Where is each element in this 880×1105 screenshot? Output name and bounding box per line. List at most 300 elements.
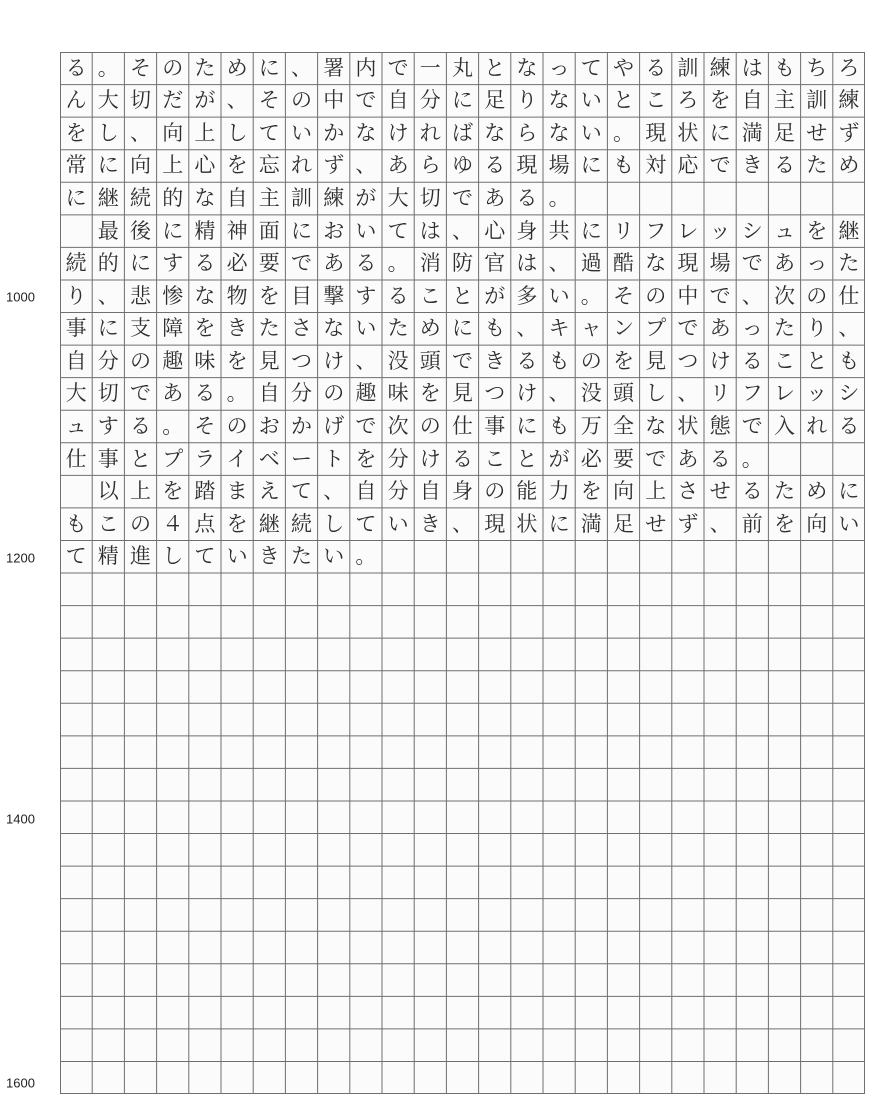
grid-cell-char: 、 [516, 316, 538, 341]
grid-cell-char: れ [419, 120, 441, 145]
grid-cell-char: あ [677, 446, 699, 471]
grid-cell-char: 防 [451, 251, 473, 276]
grid-cell-char: 要 [258, 251, 280, 276]
grid-cell-char: を [580, 479, 602, 504]
grid-cell-char: 精 [97, 544, 119, 569]
grid-cell-char: 自 [387, 88, 409, 113]
essay-row [60, 215, 865, 248]
grid-cell-char: き [484, 348, 506, 373]
grid-cell-char: 悲 [129, 283, 151, 308]
grid-cell-char: て [194, 544, 216, 569]
grid-cell-char: 味 [194, 348, 216, 373]
grid-cell-char: を [355, 446, 377, 471]
grid-cell-char: つ [677, 348, 699, 373]
grid-cell-char: に [838, 479, 860, 504]
grid-cell-char: シ [838, 381, 860, 406]
grid-cell-char: 訓 [290, 186, 312, 211]
grid-cell-char: を [162, 479, 184, 504]
grid-cell-char: 中 [677, 283, 699, 308]
grid-cell-char: け [419, 446, 441, 471]
grid-cell-char: れ [806, 413, 828, 438]
grid-cell-char: 。 [741, 446, 763, 471]
essay-row [60, 117, 865, 150]
grid-cell-char: 向 [806, 511, 828, 536]
grid-cell-char: て [65, 544, 87, 569]
grid-cell-char: い [580, 88, 602, 113]
grid-cell-char: 向 [162, 120, 184, 145]
grid-cell-char: た [806, 153, 828, 178]
essay-row [60, 150, 865, 183]
grid-cell-char: 足 [484, 88, 506, 113]
grid-cell-char: 身 [516, 218, 538, 243]
grid-cell-char: 事 [65, 316, 87, 341]
grid-cell-char: そ [258, 88, 280, 113]
grid-cell-char: の [290, 88, 312, 113]
grid-cell-char: お [258, 413, 280, 438]
grid-cell-char: こ [97, 511, 119, 536]
grid-cell-char: さ [290, 316, 312, 341]
grid-cell-char: を [612, 348, 634, 373]
grid-cell-char: 、 [838, 316, 860, 341]
grid-cell-char: る [645, 55, 667, 80]
grid-cell-char: 上 [194, 120, 216, 145]
grid-cell-char: 精 [194, 218, 216, 243]
grid-cell-char: 万 [580, 413, 602, 438]
grid-cell-char: 全 [612, 413, 634, 438]
grid-cell-char: 継 [838, 218, 860, 243]
grid-cell-char: 現 [516, 153, 538, 178]
grid-cell-char: に [162, 218, 184, 243]
grid-cell-char: る [741, 348, 763, 373]
grid-cell-char: ら [419, 153, 441, 178]
grid-cell-char: そ [194, 413, 216, 438]
grid-cell-char: れ [290, 153, 312, 178]
grid-cell-char: が [484, 283, 506, 308]
essay-row [60, 182, 865, 215]
grid-cell-char: に [129, 251, 151, 276]
grid-cell-char: 、 [451, 218, 473, 243]
grid-cell-char: に [709, 120, 731, 145]
grid-cell-char: の [806, 283, 828, 308]
grid-cell-char: を [258, 283, 280, 308]
grid-cell-char: も [548, 413, 570, 438]
grid-cell-char: に [451, 88, 473, 113]
grid-cell-char: の [323, 381, 345, 406]
grid-cell-char: た [387, 316, 409, 341]
grid-cell-char: こ [773, 348, 795, 373]
grid-cell-char: と [451, 283, 473, 308]
grid-cell-char: ま [226, 479, 248, 504]
grid-cell-char: で [741, 413, 763, 438]
grid-cell-char: て [387, 218, 409, 243]
grid-cell-char: 以 [97, 479, 119, 504]
grid-cell-char: ゆ [451, 153, 473, 178]
grid-cell-char: が [548, 446, 570, 471]
grid-cell-char: 心 [484, 218, 506, 243]
grid-cell-char: 進 [129, 544, 151, 569]
grid-cell-char: る [451, 446, 473, 471]
grid-cell-char: に [548, 511, 570, 536]
grid-cell-char: て [258, 120, 280, 145]
grid-cell-char: な [548, 88, 570, 113]
grid-cell-char: い [548, 283, 570, 308]
grid-cell-char: し [226, 120, 248, 145]
grid-cell-char: る [709, 446, 731, 471]
grid-cell-char: る [129, 413, 151, 438]
grid-cell-char: フ [645, 218, 667, 243]
grid-cell-char: め [806, 479, 828, 504]
grid-cell-char: 目 [290, 283, 312, 308]
grid-cell-char: 忘 [258, 153, 280, 178]
grid-cell-char: に [451, 316, 473, 341]
grid-cell-char: 常 [65, 153, 87, 178]
grid-cell-char: 大 [97, 88, 119, 113]
grid-cell-char: 、 [709, 511, 731, 536]
manuscript-grid-sheet [60, 52, 865, 1094]
grid-cell-char: た [290, 544, 312, 569]
grid-cell-char: こ [419, 283, 441, 308]
grid-cell-char: ら [516, 120, 538, 145]
grid-cell-char: 、 [741, 283, 763, 308]
grid-cell-char: る [516, 186, 538, 211]
grid-cell-char: ４ [162, 511, 184, 536]
grid-cell-char: リ [612, 218, 634, 243]
grid-cell-char: 見 [258, 348, 280, 373]
grid-cell-char: の [580, 348, 602, 373]
grid-cell-char: 自 [258, 381, 280, 406]
grid-cell-char: で [387, 55, 409, 80]
grid-cell-char: で [709, 153, 731, 178]
grid-cell-char: 的 [162, 186, 184, 211]
grid-cell-char: ベ [258, 446, 280, 471]
grid-cell-char: ュ [773, 218, 795, 243]
grid-cell-char: 支 [129, 316, 151, 341]
grid-cell-char: な [194, 186, 216, 211]
grid-cell-char: 多 [516, 283, 538, 308]
grid-cell-char: 入 [773, 413, 795, 438]
grid-cell-char: 練 [838, 88, 860, 113]
grid-cell-char: だ [162, 88, 184, 113]
grid-cell-char: さ [677, 479, 699, 504]
grid-cell-char: ッ [806, 381, 828, 406]
grid-cell-char: ち [806, 55, 828, 80]
grid-cell-char: の [645, 283, 667, 308]
grid-cell-char: と [806, 348, 828, 373]
grid-cell-char: で [129, 381, 151, 406]
grid-cell-char: 神 [226, 218, 248, 243]
grid-cell-char: る [65, 55, 87, 80]
grid-cell-char: 次 [387, 413, 409, 438]
grid-cell-char: ず [838, 120, 860, 145]
grid-cell-char [60, 215, 92, 248]
grid-cell-char: な [194, 283, 216, 308]
grid-cell-char: こ [484, 446, 506, 471]
grid-cell-char: 力 [548, 479, 570, 504]
grid-cell-char: そ [129, 55, 151, 80]
grid-cell-char: け [516, 381, 538, 406]
grid-cell-char: せ [645, 511, 667, 536]
grid-cell-char: し [97, 120, 119, 145]
grid-cell-char: で [709, 283, 731, 308]
essay-row [60, 52, 865, 85]
grid-cell-char: か [290, 413, 312, 438]
grid-cell-char: キ [548, 316, 570, 341]
grid-cell-char: に [97, 153, 119, 178]
essay-row [60, 85, 865, 118]
grid-cell-char: る [194, 251, 216, 276]
essay-row [60, 378, 865, 411]
grid-cell-char: を [806, 218, 828, 243]
grid-cell-char: も [838, 348, 860, 373]
grid-cell-char: 官 [484, 251, 506, 276]
grid-cell-char: 、 [97, 283, 119, 308]
grid-cell-char: プ [645, 316, 667, 341]
grid-cell-char: い [226, 544, 248, 569]
essay-row [60, 443, 865, 476]
grid-cell-char: 自 [65, 348, 87, 373]
grid-cell-char: 状 [677, 120, 699, 145]
grid-cell-char: リ [709, 381, 731, 406]
grid-cell-char: 分 [419, 88, 441, 113]
grid-cell-char: る [484, 153, 506, 178]
grid-cell-char: て [580, 55, 602, 80]
grid-cell-char: 満 [741, 120, 763, 145]
grid-cell-char: 、 [323, 479, 345, 504]
essay-row [60, 313, 865, 346]
grid-cell-char: か [323, 120, 345, 145]
grid-cell-char: 踏 [194, 479, 216, 504]
grid-cell-char: ず [677, 511, 699, 536]
grid-cell-char: も [65, 511, 87, 536]
grid-cell-char: る [773, 153, 795, 178]
grid-cell-char: 練 [709, 55, 731, 80]
grid-cell-char: 、 [451, 511, 473, 536]
grid-cell-char: お [323, 218, 345, 243]
grid-cell-char: 。 [226, 381, 248, 406]
essay-row [60, 247, 865, 280]
grid-cell-char: 、 [677, 381, 699, 406]
grid-cell-char: せ [709, 479, 731, 504]
grid-cell-char: 仕 [451, 413, 473, 438]
grid-cell-char: 。 [580, 283, 602, 308]
grid-cell-char: ず [323, 153, 345, 178]
grid-cell-char: 継 [258, 511, 280, 536]
grid-cell-char: 応 [677, 153, 699, 178]
grid-cell-char: い [387, 511, 409, 536]
grid-cell-char [60, 475, 92, 508]
grid-cell-char: の [419, 413, 441, 438]
grid-cell-char: 分 [290, 381, 312, 406]
grid-cell-char: 酷 [612, 251, 634, 276]
grid-cell-char: を [226, 511, 248, 536]
grid-cell-char: 中 [323, 88, 345, 113]
grid-cell-char: 対 [645, 153, 667, 178]
grid-cell-char: 現 [645, 120, 667, 145]
grid-cell-char: 仕 [838, 283, 860, 308]
grid-cell-char: た [258, 316, 280, 341]
grid-cell-char: に [290, 218, 312, 243]
grid-cell-char: い [323, 544, 345, 569]
grid-cell-char: あ [709, 316, 731, 341]
grid-cell-char: 丸 [451, 55, 473, 80]
grid-cell-char: を [226, 153, 248, 178]
grid-cell-char: 上 [129, 479, 151, 504]
grid-cell-char: を [226, 348, 248, 373]
grid-cell-char: い [838, 511, 860, 536]
grid-cell-char: 向 [129, 153, 151, 178]
grid-cell-char: 継 [97, 186, 119, 211]
grid-cell-char: け [709, 348, 731, 373]
grid-cell-char: す [162, 251, 184, 276]
grid-cell-char: つ [290, 348, 312, 373]
grid-cell-char: 大 [65, 381, 87, 406]
grid-cell-char: 共 [548, 218, 570, 243]
grid-cell-char: あ [323, 251, 345, 276]
essay-row [60, 280, 865, 313]
essay-row [60, 475, 865, 508]
grid-cell-char: り [516, 88, 538, 113]
grid-cell-char: し [323, 511, 345, 536]
line-count-label-1000: 1000 [6, 289, 35, 305]
grid-cell-char: 一 [419, 55, 441, 80]
grid-cell-char: 大 [387, 186, 409, 211]
grid-cell-char: 現 [677, 251, 699, 276]
grid-cell-char: 態 [709, 413, 731, 438]
grid-cell-char: 身 [451, 479, 473, 504]
essay-row [60, 345, 865, 378]
grid-cell-char: フ [741, 381, 763, 406]
grid-cell-char: で [677, 316, 699, 341]
grid-cell-char: を [773, 511, 795, 536]
grid-cell-char: が [194, 88, 216, 113]
grid-cell-char: る [516, 348, 538, 373]
grid-cell-char: 頭 [419, 348, 441, 373]
grid-cell-char: が [355, 186, 377, 211]
grid-cell-char: あ [484, 186, 506, 211]
grid-cell-char: 分 [387, 446, 409, 471]
grid-cell-char: め [419, 316, 441, 341]
grid-cell-char: 分 [97, 348, 119, 373]
grid-cell-char: 撃 [323, 283, 345, 308]
line-count-label-1400: 1400 [6, 811, 35, 827]
grid-cell-char: 物 [226, 283, 248, 308]
grid-cell-char: に [65, 186, 87, 211]
grid-cell-char: 前 [741, 511, 763, 536]
grid-cell-char: 没 [580, 381, 602, 406]
grid-cell-char: 、 [226, 88, 248, 113]
grid-cell-char: た [194, 55, 216, 80]
grid-cell-char: て [290, 479, 312, 504]
grid-cell-char: い [355, 316, 377, 341]
grid-cell-char: の [129, 511, 151, 536]
grid-cell-char: な [484, 120, 506, 145]
grid-cell-char: も [612, 153, 634, 178]
grid-cell-char: で [355, 413, 377, 438]
grid-cell-char: 足 [773, 120, 795, 145]
grid-cell-char: は [419, 218, 441, 243]
grid-cell-char: め [226, 55, 248, 80]
grid-cell-char: き [258, 544, 280, 569]
grid-cell-char: に [580, 218, 602, 243]
grid-cell-char: 自 [419, 479, 441, 504]
grid-cell-char: き [226, 316, 248, 341]
essay-row [60, 508, 865, 541]
grid-cell-char: イ [226, 446, 248, 471]
grid-cell-char: 、 [355, 153, 377, 178]
grid-cell-char: で [645, 446, 667, 471]
grid-cell-char: 。 [548, 186, 570, 211]
grid-cell-char: る [194, 381, 216, 406]
grid-cell-char: の [162, 55, 184, 80]
grid-cell-char: な [355, 120, 377, 145]
grid-cell-char: 味 [387, 381, 409, 406]
grid-cell-char: 点 [194, 511, 216, 536]
grid-cell-char: い [290, 120, 312, 145]
grid-cell-char: 切 [129, 88, 151, 113]
grid-cell-char: に [97, 316, 119, 341]
grid-cell-char: 場 [709, 251, 731, 276]
grid-cell-char: レ [677, 218, 699, 243]
grid-cell-char: 状 [516, 511, 538, 536]
grid-cell-char: 見 [451, 381, 473, 406]
grid-cell-char: と [129, 446, 151, 471]
grid-cell-char: ろ [677, 88, 699, 113]
grid-cell-char: で [451, 348, 473, 373]
grid-cell-char: き [419, 511, 441, 536]
grid-cell-char: 続 [129, 186, 151, 211]
grid-cell-char: 趣 [355, 381, 377, 406]
grid-cell-char: の [129, 348, 151, 373]
grid-cell-char: た [773, 479, 795, 504]
grid-cell-char: 満 [580, 511, 602, 536]
grid-cell-char: り [65, 283, 87, 308]
grid-cell-char: あ [162, 381, 184, 406]
grid-cell-char: レ [773, 381, 795, 406]
grid-cell-char: る [741, 479, 763, 504]
grid-cell-char: あ [387, 153, 409, 178]
grid-cell-char: 。 [387, 251, 409, 276]
grid-cell-char: 上 [645, 479, 667, 504]
grid-cell-char: 面 [258, 218, 280, 243]
grid-cell-char: 必 [580, 446, 602, 471]
grid-cell-char: 見 [645, 348, 667, 373]
grid-cell-char: 消 [419, 251, 441, 276]
grid-cell-char: え [258, 479, 280, 504]
grid-cell-char: 的 [97, 251, 119, 276]
grid-cell-char: 足 [612, 511, 634, 536]
grid-cell-char: は [741, 55, 763, 80]
grid-cell-char: 、 [548, 251, 570, 276]
grid-cell-char: 主 [258, 186, 280, 211]
grid-cell-char: 切 [419, 186, 441, 211]
grid-cell-char: め [838, 153, 860, 178]
grid-cell-char: に [258, 55, 280, 80]
grid-cell-char: 自 [355, 479, 377, 504]
grid-cell-char: ト [323, 446, 345, 471]
grid-cell-char: 主 [773, 88, 795, 113]
grid-cell-char: 状 [677, 413, 699, 438]
grid-cell-char: 頭 [612, 381, 634, 406]
grid-cell-char: も [484, 316, 506, 341]
grid-cell-char: に [516, 413, 538, 438]
grid-cell-char: り [806, 316, 828, 341]
grid-cell-char: 事 [97, 446, 119, 471]
grid-cell-char: 要 [612, 446, 634, 471]
essay-row [60, 410, 865, 443]
grid-cell-char: て [355, 511, 377, 536]
grid-cell-char: プ [162, 446, 184, 471]
grid-cell-char: で [741, 251, 763, 276]
